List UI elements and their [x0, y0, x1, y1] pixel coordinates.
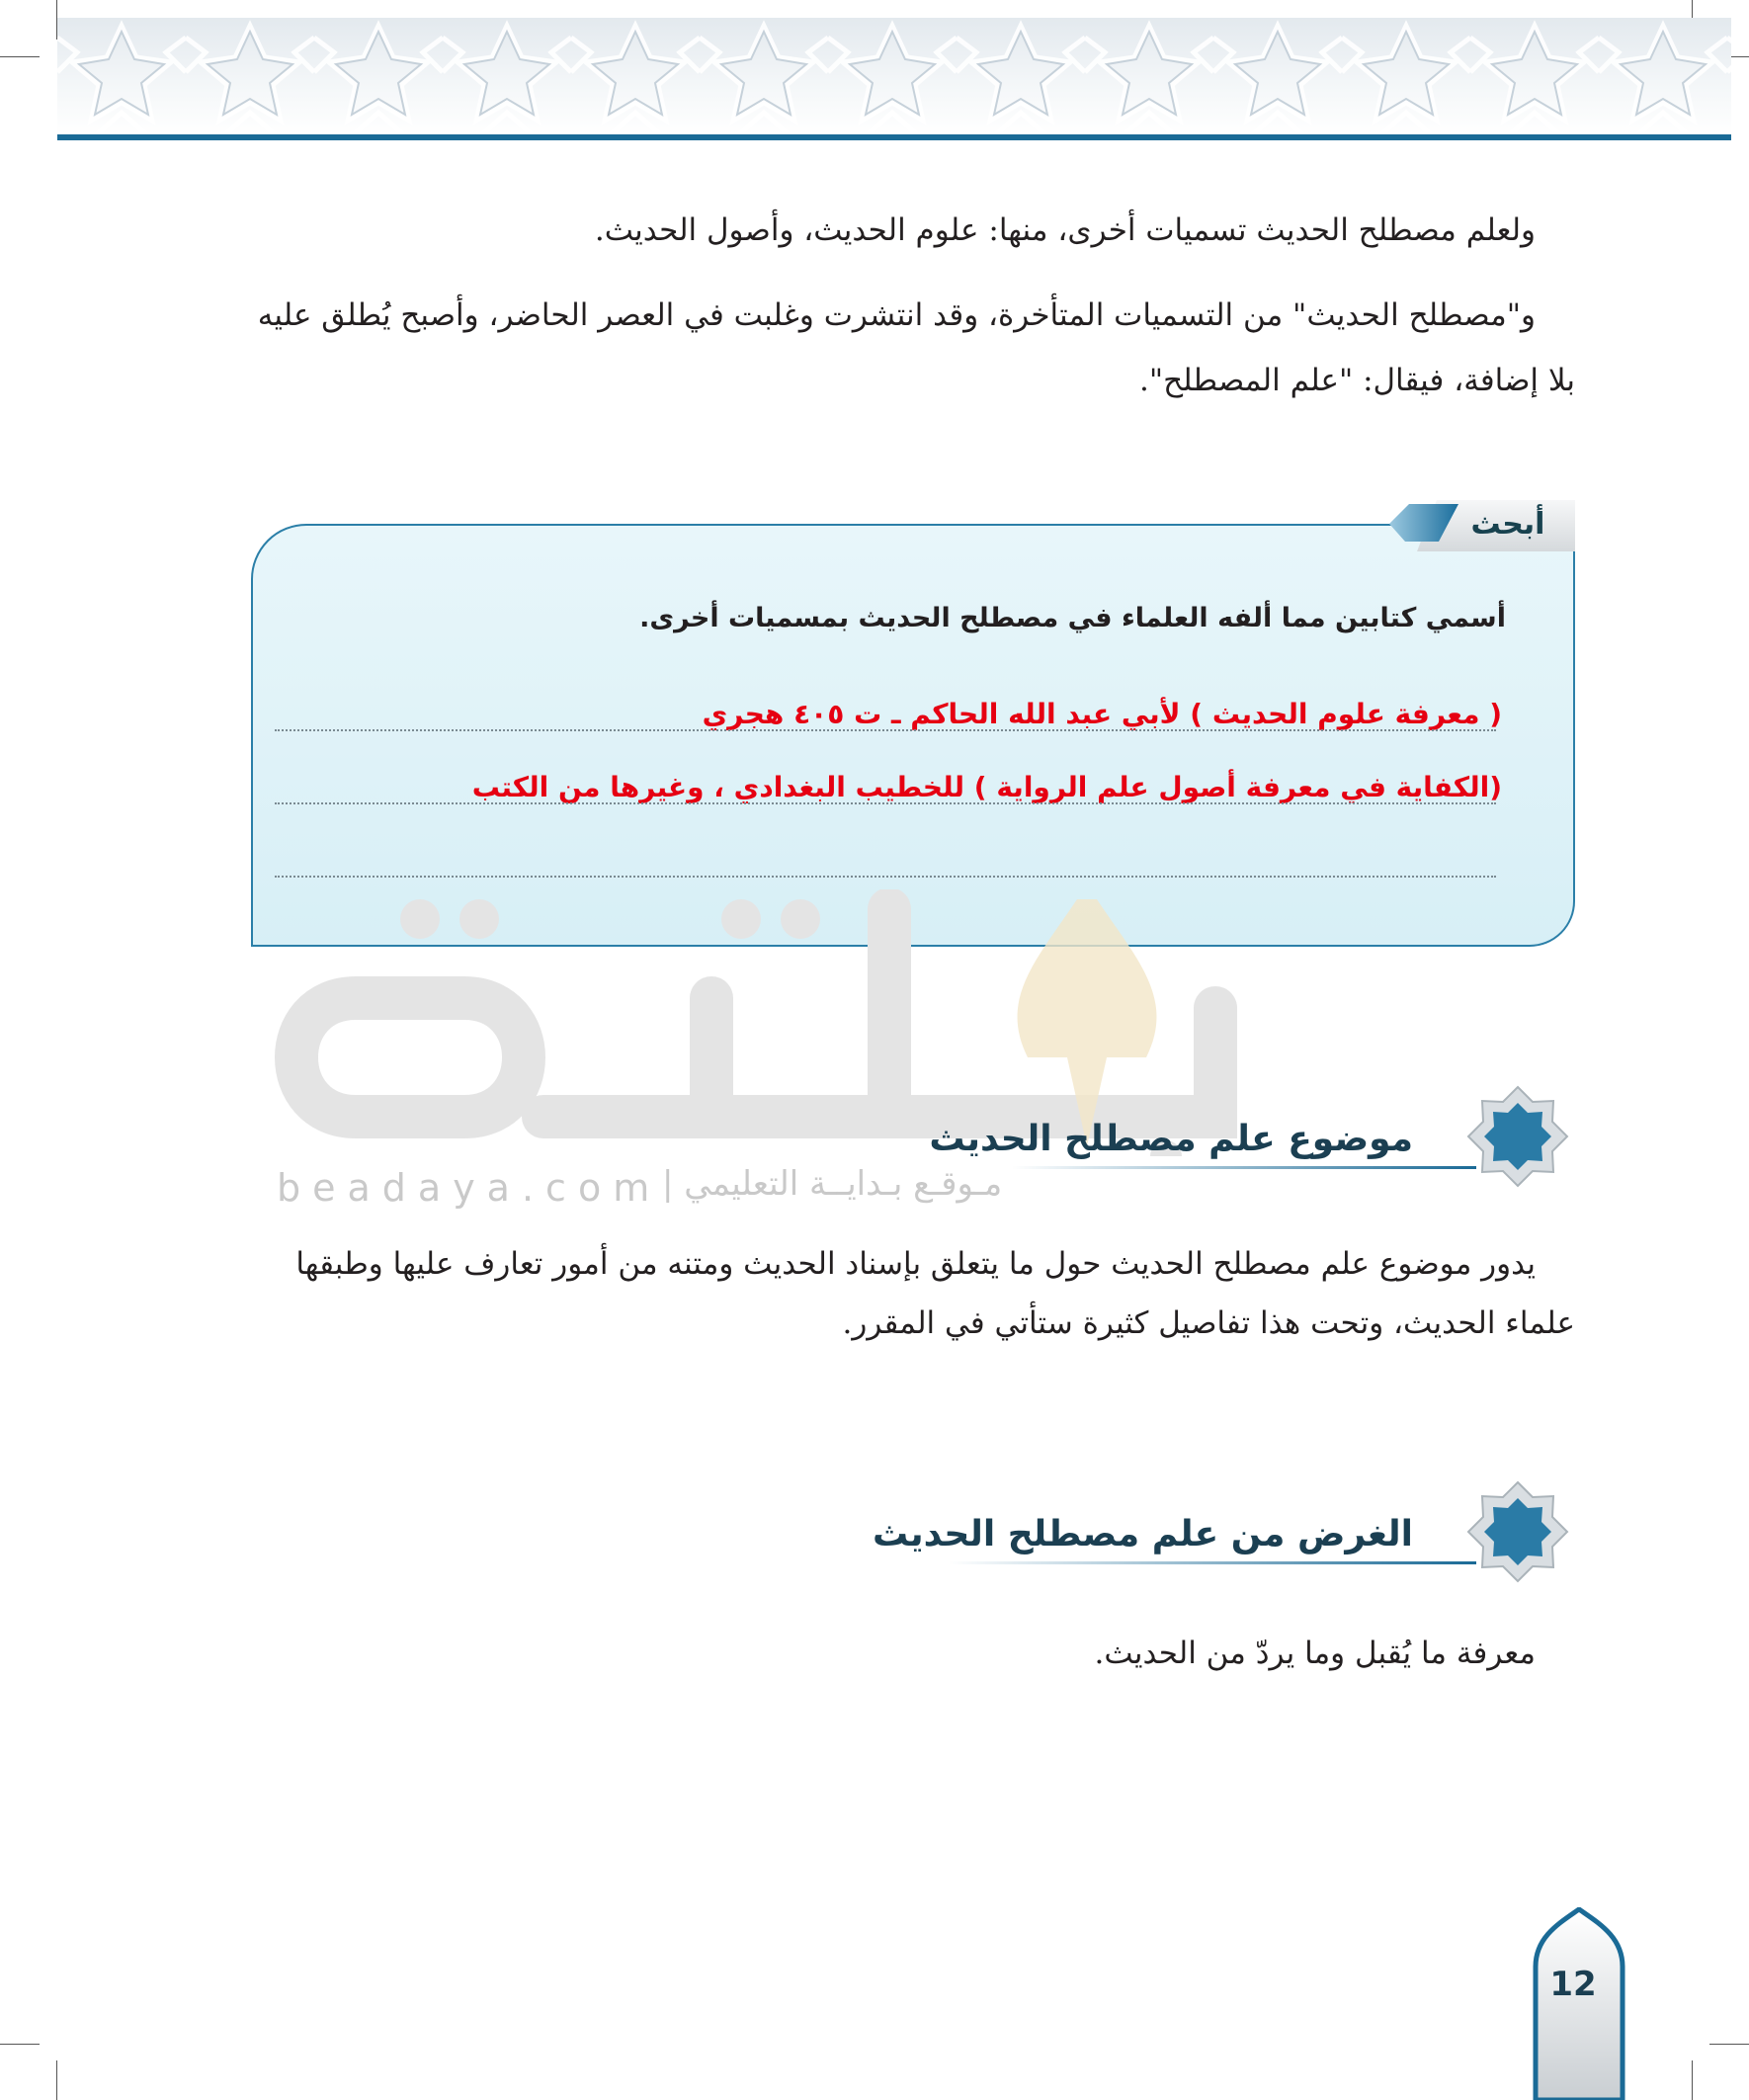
- crop-mark: [56, 2060, 57, 2100]
- research-question: أسمي كتابين مما ألفه العلماء في مصطلح الحديث بمسميات أخرى.: [639, 603, 1506, 633]
- research-tab-label: أبحث: [1470, 507, 1545, 542]
- section-purpose-title: الغرض من علم مصطلح الحديث: [872, 1514, 1413, 1554]
- research-answer-1: ( معرفة علوم الحديث ) لأبي عبد الله الحاكم ـ ت ٤٠٥ هجري: [702, 698, 1502, 730]
- section-subject-title: موضوع علم مصطلح الحديث: [929, 1119, 1413, 1159]
- crop-mark: [1709, 2044, 1749, 2045]
- section-underline: [949, 1561, 1476, 1564]
- header-pattern: [57, 18, 1731, 134]
- crop-mark: [1692, 2060, 1693, 2100]
- watermark-logo: [247, 889, 1255, 1156]
- crop-mark: [0, 2044, 40, 2045]
- purpose-line-1: معرفة ما يُقبل وما يردّ من الحديث.: [1094, 1636, 1536, 1671]
- research-box: [251, 524, 1575, 947]
- octagon-star-icon: [1466, 1480, 1569, 1583]
- section-underline: [1012, 1166, 1476, 1169]
- intro-line-1: ولعلم مصطلح الحديث تسميات أخرى، منها: علوم الحديث، وأصول الحديث.: [594, 212, 1536, 248]
- header-rule: [57, 134, 1731, 140]
- research-answer-2: (الكفاية في معرفة أصول علم الرواية ) للخطيب البغدادي ، وغيرها من الكتب: [471, 771, 1502, 803]
- subject-line-2: علماء الحديث، وتحت هذا تفاصيل كثيرة ستأتي في المقرر.: [842, 1305, 1575, 1341]
- watermark-tagline: مـوقـع بـدايــة التعليمي |: [662, 1164, 1003, 1204]
- subject-line-1: يدور موضوع علم مصطلح الحديث حول ما يتعلق بإسناد الحديث ومتنه من أمور تعارف عليها وطبقها: [295, 1246, 1536, 1282]
- octagon-star-icon: [1466, 1085, 1569, 1188]
- page-number: 12: [1549, 1965, 1597, 2004]
- intro-line-3: بلا إضافة، فيقال: "علم المصطلح".: [1139, 363, 1575, 398]
- answer-rule: [275, 802, 1496, 804]
- crop-mark: [0, 56, 40, 57]
- answer-rule: [275, 876, 1496, 878]
- intro-line-2: و"مصطلح الحديث" من التسميات المتأخرة، وقد انتشرت وغلبت في العصر الحاضر، وأصبح يُطلق عليه: [257, 297, 1536, 333]
- answer-rule: [275, 729, 1496, 731]
- watermark-site: beadaya.com: [277, 1166, 662, 1210]
